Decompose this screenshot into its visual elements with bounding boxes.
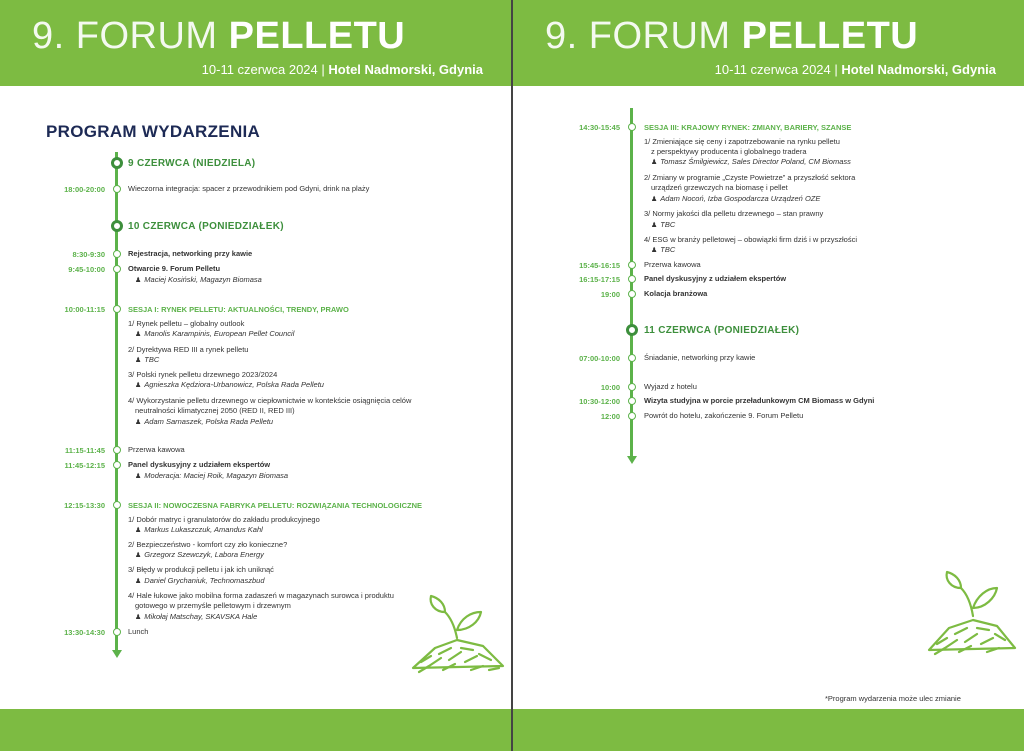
forum-title <box>32 14 405 58</box>
timeline-dot <box>628 290 636 298</box>
talk-title: 4/ ESG w branży pelletowej – obowiązki firm dziś i w przyszłości <box>644 235 857 244</box>
time-label: 11:15-11:45 <box>64 446 105 455</box>
day-heading: 9 CZERWCA (NIEDZIELA) <box>128 158 256 169</box>
person-icon: ♟ <box>135 552 142 559</box>
time-label: 10:30-12:00 <box>579 397 620 406</box>
timeline-dot <box>628 397 636 405</box>
time-label: 07:00-10:00 <box>579 354 620 363</box>
time-label: 12:00 <box>600 412 620 421</box>
agenda-item: Otwarcie 9. Forum Pelletu <box>128 264 221 273</box>
speaker: ♟ Adam Sarnaszek, Polska Rada Pelletu <box>135 417 274 426</box>
timeline-arrow <box>112 650 122 658</box>
event-subtitle <box>715 62 996 77</box>
session-title: SESJA I: RYNEK PELLETU: AKTUALNOŚCI, TRENDY, PRAWO <box>128 305 349 314</box>
person-icon: ♟ <box>135 527 142 534</box>
timeline-dot <box>113 250 121 258</box>
speaker: ♟ Daniel Grychaniuk, Technomaszbud <box>135 576 265 585</box>
event-venue: Hotel Nadmorski, Gdynia <box>328 62 483 77</box>
speaker: ♟ TBC <box>651 220 676 229</box>
forum-title <box>545 14 918 58</box>
timeline-dot <box>113 501 121 509</box>
separator: | <box>834 62 838 77</box>
talk-title: 2/ Dyrektywa RED III a rynek pelletu <box>128 345 249 354</box>
title-light: 9. FORUM <box>32 15 218 57</box>
talk-title-cont: neutralności klimatycznej 2050 (RED II, RED III) <box>135 406 295 415</box>
session-title: SESJA II: NOWOCZESNA FABRYKA PELLETU: ROZWIĄZANIA TECHNOLOGICZNE <box>128 501 423 510</box>
day-heading: 11 CZERWCA (PONIEDZIAŁEK) <box>644 325 800 336</box>
title-light: 9. FORUM <box>545 15 731 57</box>
time-label: 19:00 <box>600 290 620 299</box>
footer-banner <box>513 709 1024 751</box>
header-banner <box>0 0 511 86</box>
timeline-dot <box>628 261 636 269</box>
agenda-item: Przerwa kawowa <box>644 260 701 269</box>
separator: | <box>321 62 325 77</box>
time-label: 16:15-17:15 <box>579 275 620 284</box>
speaker: ♟ Tomasz Śmilgiewicz, Sales Director Poland, CM Biomass <box>651 157 851 166</box>
agenda-item: Wieczorna integracja: spacer z przewodnikiem pod Gdyni, drink na plaży <box>128 184 370 193</box>
speaker: ♟ Mikołaj Matschay, SKAVSKA Hale <box>135 612 258 621</box>
person-icon: ♟ <box>651 222 658 229</box>
person-icon: ♟ <box>651 247 658 254</box>
plant-pellet-icon <box>921 566 1021 662</box>
talk-title: 1/ Zmieniające się ceny i zapotrzebowanie na rynku pelletu <box>644 137 840 146</box>
timeline-arrow <box>627 456 637 464</box>
agenda-item: Lunch <box>128 627 149 636</box>
footer-banner <box>0 709 511 751</box>
speaker: ♟ Adam Nocoń, Izba Gospodarcza Urządzeń OZE <box>651 194 821 203</box>
time-label: 18:00-20:00 <box>64 185 105 194</box>
timeline-dot <box>628 383 636 391</box>
timeline-dot <box>113 461 121 469</box>
person-icon: ♟ <box>135 578 142 585</box>
talk-title: 1/ Dobór matryc i granulatorów do zakładu produkcyjnego <box>128 515 320 524</box>
agenda-item: Panel dyskusyjny z udziałem ekspertów <box>128 460 271 469</box>
speaker: ♟ Moderacja: Maciej Roik, Magazyn Biomasa <box>135 471 289 480</box>
person-icon: ♟ <box>651 159 658 166</box>
event-dates: 10-11 czerwca 2024 <box>714 62 831 77</box>
talk-title: 3/ Normy jakości dla pelletu drzewnego – stan prawny <box>644 209 824 218</box>
timeline-dot <box>113 628 121 636</box>
event-subtitle <box>202 62 483 77</box>
time-label: 15:45-16:15 <box>579 261 620 270</box>
day-heading: 10 CZERWCA (PONIEDZIAŁEK) <box>128 221 284 232</box>
person-icon: ♟ <box>135 614 142 621</box>
speaker: ♟ Manolis Karampinis, European Pellet Council <box>135 329 295 338</box>
agenda-item: Kolacja branżowa <box>644 289 708 298</box>
talk-title: 1/ Rynek pelletu – globalny outlook <box>128 319 245 328</box>
event-dates: 10-11 czerwca 2024 <box>201 62 318 77</box>
person-icon: ♟ <box>135 331 142 338</box>
time-label: 10:00-11:15 <box>64 305 105 314</box>
person-icon: ♟ <box>135 277 142 284</box>
timeline-dot <box>113 305 121 313</box>
header-banner <box>513 0 1024 86</box>
program-change-note: *Program wydarzenia może ulec zmianie <box>825 694 961 703</box>
person-icon: ♟ <box>135 382 142 389</box>
event-venue: Hotel Nadmorski, Gdynia <box>841 62 996 77</box>
title-bold: PELLETU <box>228 15 406 57</box>
timeline-dot <box>113 185 121 193</box>
time-label: 14:30-15:45 <box>579 123 620 132</box>
time-label: 11:45-12:15 <box>64 461 105 470</box>
talk-title-cont: urządzeń grzewczych na biomasę i pellet <box>651 183 788 192</box>
agenda-item: Śniadanie, networking przy kawie <box>644 353 756 362</box>
talk-title-cont: z perspektywy producenta i globalnego tradera <box>651 147 807 156</box>
program-title: PROGRAM WYDARZENIA <box>46 122 261 141</box>
day-marker <box>111 220 123 232</box>
talk-title: 2/ Bezpieczeństwo - komfort czy zło konieczne? <box>128 540 288 549</box>
timeline-dot <box>113 446 121 454</box>
time-label: 9:45-10:00 <box>68 265 105 274</box>
timeline-dot <box>628 412 636 420</box>
talk-title: 4/ Hale łukowe jako mobilna forma zadaszeń w magazynach surowca i produktu <box>128 591 394 600</box>
agenda-item: Rejestracja, networking przy kawie <box>128 249 253 258</box>
speaker: ♟ TBC <box>651 245 676 254</box>
agenda-item: Przerwa kawowa <box>128 445 185 454</box>
time-label: 8:30-9:30 <box>72 250 105 259</box>
timeline-dot <box>628 275 636 283</box>
timeline-line <box>630 108 633 458</box>
time-label: 12:15-13:30 <box>64 501 105 510</box>
talk-title: 2/ Zmiany w programie „Czyste Powietrze” a przyszłość sektora <box>644 173 856 182</box>
talk-title: 3/ Błędy w produkcji pelletu i jak ich uniknąć <box>128 565 274 574</box>
speaker: ♟ Agnieszka Kędziora-Urbanowicz, Polska Rada Pelletu <box>135 380 324 389</box>
day-marker <box>111 157 123 169</box>
person-icon: ♟ <box>135 357 142 364</box>
speaker: ♟ Grzegorz Szewczyk, Labora Energy <box>135 550 264 559</box>
plant-pellet-icon <box>405 590 511 680</box>
timeline-dot <box>113 265 121 273</box>
agenda-item: Wizyta studyjna w porcie przeładunkowym CM Biomass w Gdyni <box>644 396 875 405</box>
time-label: 13:30-14:30 <box>64 628 105 637</box>
time-label: 10:00 <box>600 383 620 392</box>
talk-title: 3/ Polski rynek pelletu drzewnego 2023/2024 <box>128 370 278 379</box>
person-icon: ♟ <box>135 473 142 480</box>
title-bold: PELLETU <box>741 15 919 57</box>
timeline-dot <box>628 354 636 362</box>
talk-title-cont: gotowego w przemyśle pelletowym i drzewnym <box>135 601 291 610</box>
left-page <box>0 0 511 751</box>
speaker: ♟ TBC <box>135 355 160 364</box>
agenda-item: Panel dyskusyjny z udziałem ekspertów <box>644 274 787 283</box>
day-marker <box>626 324 638 336</box>
talk-title: 4/ Wykorzystanie pelletu drzewnego w ciepłownictwie w kontekście osiągnięcia celów <box>128 396 412 405</box>
right-page <box>513 0 1024 751</box>
agenda-item: Wyjazd z hotelu <box>644 382 697 391</box>
session-title: SESJA III: KRAJOWY RYNEK: ZMIANY, BARIERY, SZANSE <box>644 123 852 132</box>
person-icon: ♟ <box>651 196 658 203</box>
speaker: ♟ Maciej Kosiński, Magazyn Biomasa <box>135 275 262 284</box>
agenda-item: Powrót do hotelu, zakończenie 9. Forum Pelletu <box>644 411 804 420</box>
speaker: ♟ Markus Lukaszczuk, Amandus Kahl <box>135 525 263 534</box>
person-icon: ♟ <box>135 419 142 426</box>
timeline-dot <box>628 123 636 131</box>
